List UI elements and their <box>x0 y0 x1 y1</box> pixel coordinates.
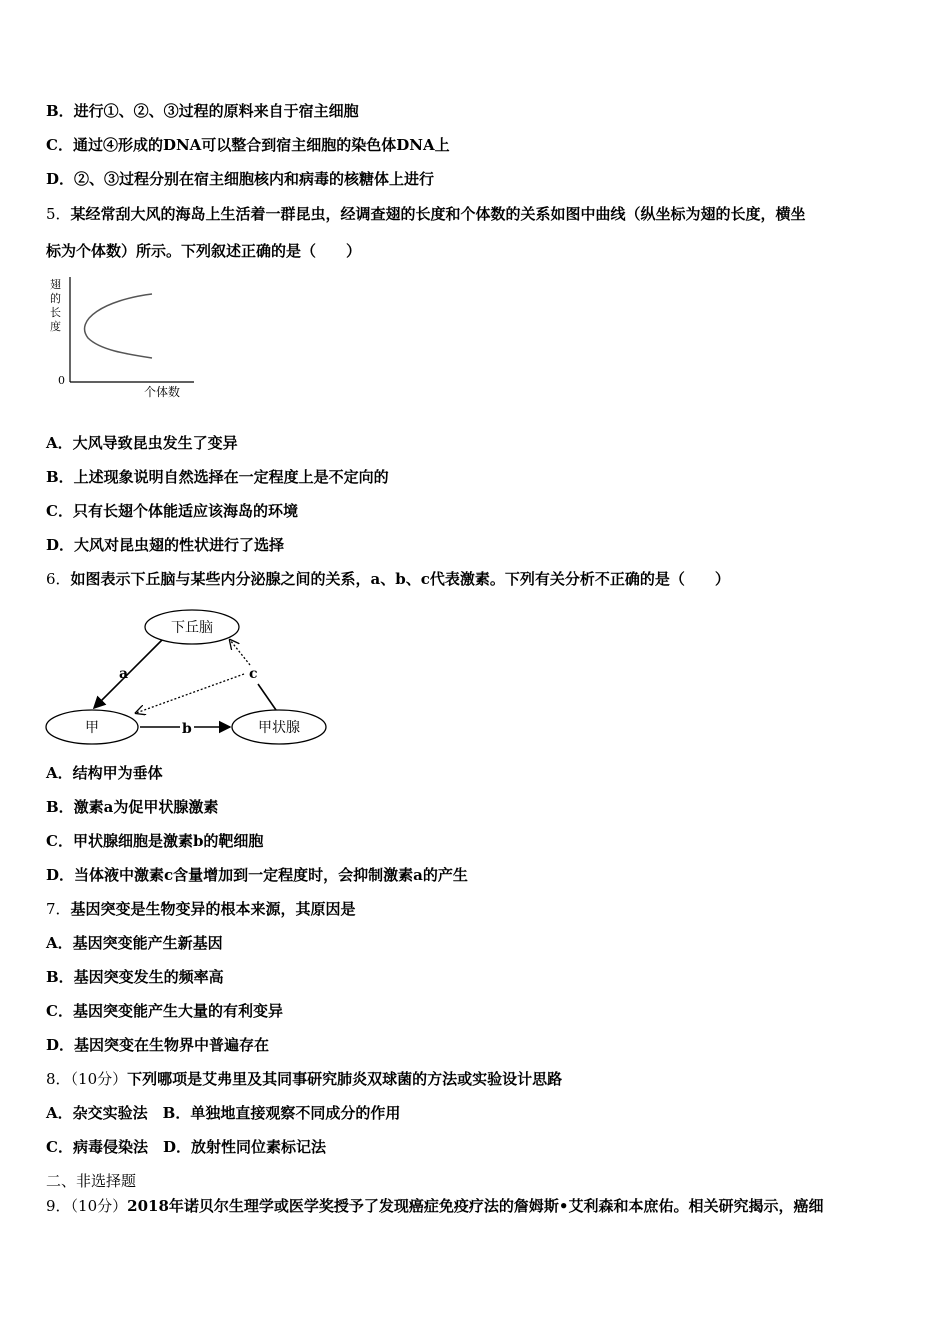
q9-stem-text: 2018年诺贝尔生理学或医学奖授予了发现癌症免疫疗法的詹姆斯•艾利森和本庶佑。相关研究揭示，癌细 <box>127 1197 824 1215</box>
q5-stem-text1: 某经常刮大风的海岛上生活着一群昆虫，经调查翅的长度和个体数的关系如图中曲线（纵坐标为翅的长度，横坐 <box>70 205 806 223</box>
distribution-curve <box>85 294 152 358</box>
q6-option-d: D．当体液中激素c含量增加到一定程度时，会抑制激素a的产生 <box>46 866 468 884</box>
q6-number: 6． <box>46 570 71 588</box>
q7-option-a: A．基因突变能产生新基因 <box>46 934 223 952</box>
q5-option-c: C．只有长翅个体能适应该海岛的环境 <box>46 502 298 520</box>
arrow-c-feedback-hypothalamus <box>230 640 250 665</box>
q5-stem-line1 <box>46 204 806 224</box>
arrow-c-feedback-jia <box>136 674 244 713</box>
q6-option-b: B．激素a为促甲状腺激素 <box>46 798 219 816</box>
y-label-char-4: 度 <box>50 320 61 333</box>
q7-number: 7． <box>46 900 71 918</box>
node-hypothalamus-label: 下丘脑 <box>171 620 213 636</box>
q5-option-a: A．大风导致昆虫发生了变异 <box>46 434 238 452</box>
q8-stem <box>46 1069 562 1089</box>
q4-option-b: B．进行①、②、③过程的原料来自于宿主细胞 <box>46 102 359 120</box>
q5-number: 5． <box>46 205 71 223</box>
q7-stem <box>46 899 356 919</box>
q9-number: 9．（10分） <box>46 1197 128 1215</box>
q9-stem <box>46 1196 823 1216</box>
y-label-char-3: 长 <box>50 306 61 319</box>
node-thyroid-label: 甲状腺 <box>258 720 300 736</box>
q6-figure-hypothalamus-diagram <box>44 600 334 752</box>
y-label-char-2: 的 <box>50 292 61 305</box>
q5-figure-wing-length-curve <box>44 272 204 404</box>
q8-options-row1: A．杂交实验法 B．单独地直接观察不同成分的作用 <box>46 1104 401 1122</box>
q8-options-row2: C．病毒侵染法 D．放射性同位素标记法 <box>46 1138 326 1156</box>
q4-option-d: D．②、③过程分别在宿主细胞核内和病毒的核糖体上进行 <box>46 170 435 188</box>
q6-option-c: C．甲状腺细胞是激素b的靶细胞 <box>46 832 264 850</box>
origin-label: 0 <box>58 374 65 387</box>
node-jia-label: 甲 <box>85 720 99 736</box>
section2-title: 二、非选择题 <box>46 1172 137 1190</box>
label-b: b <box>182 721 192 737</box>
x-axis-label: 个体数 <box>144 385 181 399</box>
q5-option-d: D．大风对昆虫翅的性状进行了选择 <box>46 536 285 554</box>
y-label-char-1: 翅 <box>50 278 61 291</box>
q8-number: 8．（10分） <box>46 1070 128 1088</box>
label-c: c <box>249 666 258 682</box>
q7-option-b: B．基因突变发生的频率高 <box>46 968 224 986</box>
q5-option-b: B．上述现象说明自然选择在一定程度上是不定向的 <box>46 468 389 486</box>
q7-stem-text: 基因突变是生物变异的根本来源，其原因是 <box>70 900 356 918</box>
q6-stem-text: 如图表示下丘脑与某些内分泌腺之间的关系，a、b、c代表激素。下列有关分析不正确的是（ ） <box>70 570 730 588</box>
q6-stem <box>46 569 730 589</box>
label-a: a <box>119 666 129 682</box>
q7-option-c: C．基因突变能产生大量的有利变异 <box>46 1002 283 1020</box>
q6-option-a: A．结构甲为垂体 <box>46 764 163 782</box>
q4-option-c: C．通过④形成的DNA可以整合到宿主细胞的染色体DNA上 <box>46 136 450 154</box>
q8-stem-text: 下列哪项是艾弗里及其同事研究肺炎双球菌的方法或实验设计思路 <box>127 1070 563 1088</box>
q5-stem-line2: 标为个体数）所示。下列叙述正确的是（ ） <box>46 242 362 260</box>
arrow-hormone-c-base <box>258 684 276 710</box>
q7-option-d: D．基因突变在生物界中普遍存在 <box>46 1036 270 1054</box>
